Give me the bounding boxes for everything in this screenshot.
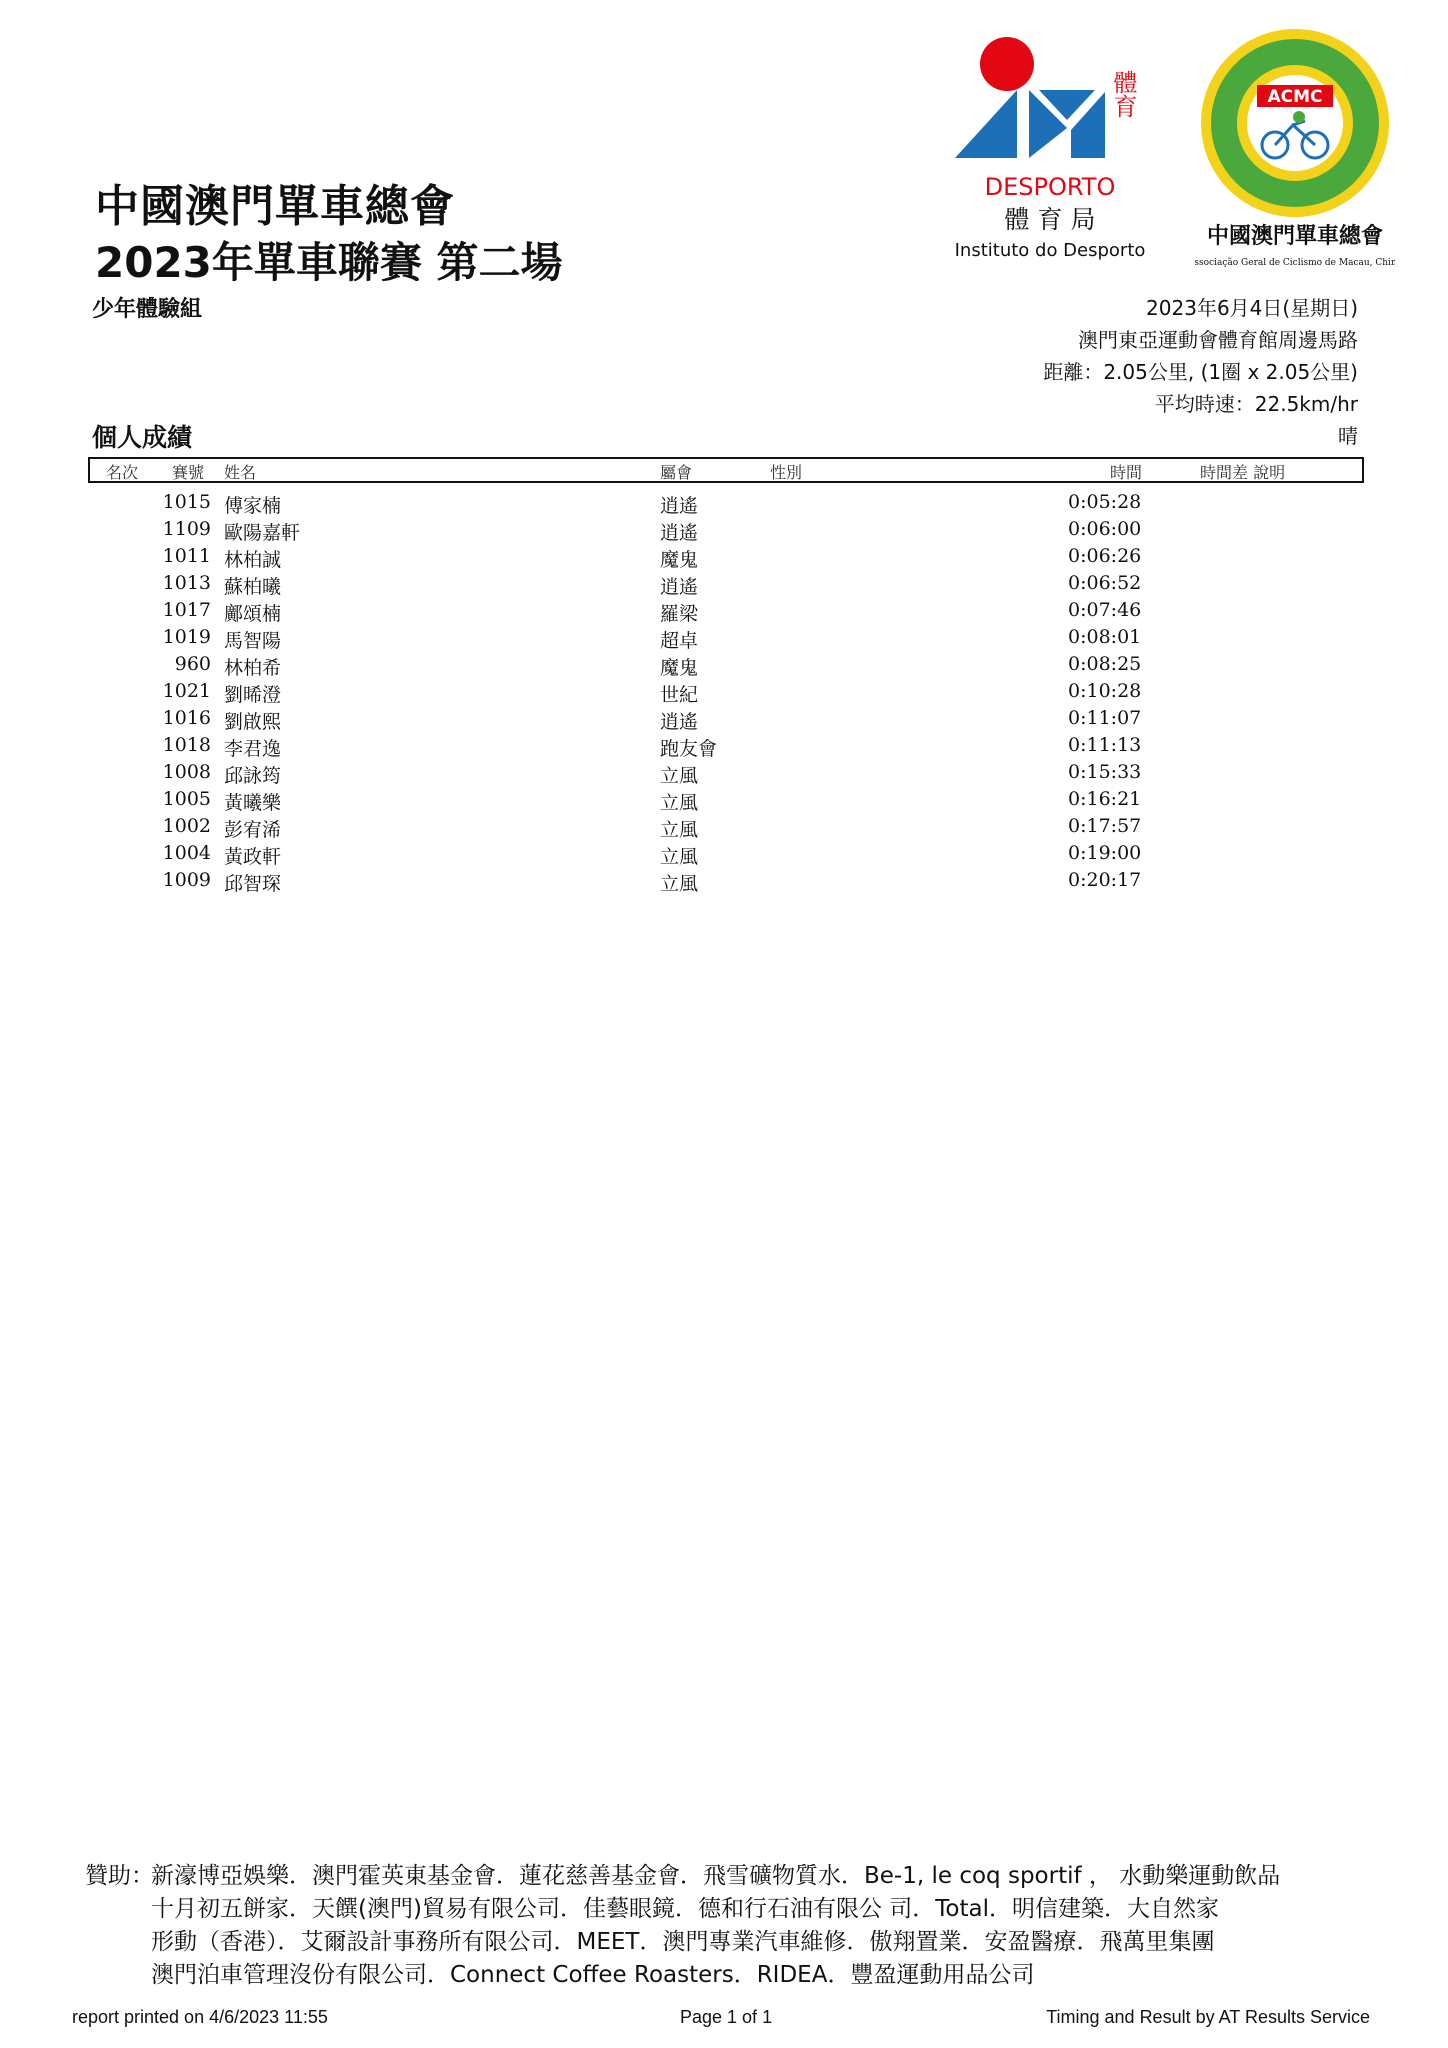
col-rank: 名次 (106, 463, 139, 482)
sponsor-line: 十月初五餅家．天饌(澳門)貿易有限公司．佳藝眼鏡．德和行石油有限公 司．Total．明信建築．大自然家 (151, 1896, 1219, 1922)
row-time: 0:11:07 (1068, 707, 1142, 729)
row-time: 0:20:17 (1068, 869, 1142, 891)
row-name: 林柏希 (224, 657, 282, 679)
row-bib: 1109 (162, 518, 211, 540)
desporto-side-text: 體育 (1109, 70, 1137, 118)
row-club: 跑友會 (660, 738, 718, 760)
row-name: 劉晞澄 (224, 684, 282, 706)
row-club: 逍遙 (660, 576, 699, 598)
row-name: 林柏誠 (224, 549, 282, 571)
desporto-wordmark: DESPORTO (984, 173, 1116, 201)
col-time: 時間 (1110, 463, 1143, 482)
table-row (0, 869, 1448, 896)
row-bib: 1015 (162, 491, 211, 513)
acmc-acronym: ACMC (1267, 87, 1323, 107)
sponsor-label: 贊助： (85, 1863, 154, 1889)
table-row (0, 545, 1448, 572)
row-club: 逍遙 (660, 711, 699, 733)
row-time: 0:06:26 (1068, 545, 1142, 567)
row-bib: 1005 (162, 788, 211, 810)
acmc-logo (1195, 25, 1395, 275)
row-bib: 1002 (162, 815, 211, 837)
table-row (0, 653, 1448, 680)
col-club: 屬會 (660, 463, 693, 482)
row-name: 邱智琛 (224, 873, 282, 895)
category-label: 少年體驗組 (92, 297, 203, 322)
race-venue: 澳門東亞運動會體育館周邊馬路 (1078, 328, 1358, 352)
col-gender: 性別 (770, 463, 803, 482)
desporto-logo (955, 30, 1155, 270)
row-name: 黃曦樂 (224, 792, 282, 814)
desporto-pt-name: Instituto do Desporto (955, 240, 1146, 261)
table-row (0, 734, 1448, 761)
row-name: 蘇柏曦 (224, 576, 282, 598)
row-club: 逍遙 (660, 522, 699, 544)
row-bib: 1017 (162, 599, 211, 621)
row-club: 超卓 (660, 630, 699, 652)
event-title: 2023年單車聯賽 第二場 (95, 238, 563, 287)
sponsor-block (85, 1860, 1375, 1992)
race-date: 2023年6月4日(星期日) (1146, 296, 1358, 320)
results-table-header (88, 457, 1364, 483)
row-name: 黃政軒 (224, 846, 282, 868)
row-club: 立風 (660, 765, 699, 787)
col-name: 姓名 (224, 463, 257, 482)
row-time: 0:08:01 (1068, 626, 1142, 648)
row-time: 0:06:52 (1068, 572, 1142, 594)
row-club: 魔鬼 (660, 657, 699, 679)
table-row (0, 842, 1448, 869)
row-time: 0:17:57 (1068, 815, 1142, 837)
acmc-pt-name: Associação Geral de Ciclismo de Macau, China (1195, 258, 1395, 268)
row-club: 立風 (660, 873, 699, 895)
table-row (0, 626, 1448, 653)
row-bib: 1019 (162, 626, 211, 648)
table-row (0, 707, 1448, 734)
row-bib: 1008 (162, 761, 211, 783)
row-club: 立風 (660, 846, 699, 868)
section-title: 個人成績 (92, 423, 193, 452)
row-time: 0:19:00 (1068, 842, 1142, 864)
row-bib: 1011 (162, 545, 211, 567)
desporto-cn-name: 體 育 局 (1004, 205, 1096, 234)
row-bib: 1021 (162, 680, 211, 702)
row-club: 立風 (660, 792, 699, 814)
race-weather: 晴 (1338, 424, 1358, 448)
row-club: 羅梁 (660, 603, 699, 625)
row-bib: 1013 (162, 572, 211, 594)
table-row (0, 761, 1448, 788)
row-name: 歐陽嘉軒 (224, 522, 301, 544)
row-name: 李君逸 (224, 738, 282, 760)
row-bib: 1016 (162, 707, 211, 729)
table-row (0, 788, 1448, 815)
print-timestamp: report printed on 4/6/2023 11:55 (72, 2007, 328, 2027)
row-name: 劉啟熙 (224, 711, 282, 733)
table-row (0, 680, 1448, 707)
row-bib: 960 (174, 653, 211, 675)
row-club: 立風 (660, 819, 699, 841)
col-bib: 賽號 (172, 463, 205, 482)
row-club: 世紀 (660, 684, 699, 706)
row-name: 鄺頌楠 (224, 603, 282, 625)
row-club: 逍遙 (660, 495, 699, 517)
sponsor-line: 形動（香港）．艾爾設計事務所有限公司．MEET．澳門專業汽車維修．傲翔置業．安盈醫療．飛萬里集團 (151, 1929, 1215, 1955)
race-distance: 距離：2.05公里, (1圈 x 2.05公里) (1043, 360, 1358, 384)
table-row (0, 491, 1448, 518)
row-time: 0:07:46 (1068, 599, 1142, 621)
sponsor-line: 澳門泊車管理沒份有限公司．Connect Coffee Roasters．RIDEA．豐盈運動用品公司 (151, 1962, 1035, 1988)
row-name: 邱詠筠 (224, 765, 282, 787)
row-name: 傅家楠 (224, 495, 282, 517)
timing-credit: Timing and Result by AT Results Service (1046, 2007, 1370, 2027)
row-club: 魔鬼 (660, 549, 699, 571)
page-title: 中國澳門單車總會 (95, 181, 455, 232)
row-name: 彭宥浠 (224, 819, 282, 841)
row-bib: 1009 (162, 869, 211, 891)
row-time: 0:11:13 (1068, 734, 1142, 756)
row-time: 0:16:21 (1068, 788, 1142, 810)
race-avg-speed: 平均時速：22.5km/hr (1154, 392, 1358, 416)
page-number: Page 1 of 1 (680, 2007, 773, 2027)
table-row (0, 815, 1448, 842)
row-time: 0:08:25 (1068, 653, 1142, 675)
sponsor-line: 新濠博亞娛樂．澳門霍英東基金會．蓮花慈善基金會．飛雪礦物質水．Be-1, le coq sportif ， 水動樂運動飲品 (151, 1863, 1281, 1889)
row-bib: 1004 (162, 842, 211, 864)
row-time: 0:05:28 (1068, 491, 1142, 513)
table-row (0, 572, 1448, 599)
table-row (0, 599, 1448, 626)
row-time: 0:10:28 (1068, 680, 1142, 702)
acmc-cn-name: 中國澳門單車總會 (1206, 223, 1384, 249)
table-row (0, 518, 1448, 545)
row-time: 0:06:00 (1068, 518, 1142, 540)
row-time: 0:15:33 (1068, 761, 1142, 783)
col-gap-note: 時間差 說明 (1200, 463, 1286, 482)
row-bib: 1018 (162, 734, 211, 756)
row-name: 馬智陽 (224, 630, 282, 652)
